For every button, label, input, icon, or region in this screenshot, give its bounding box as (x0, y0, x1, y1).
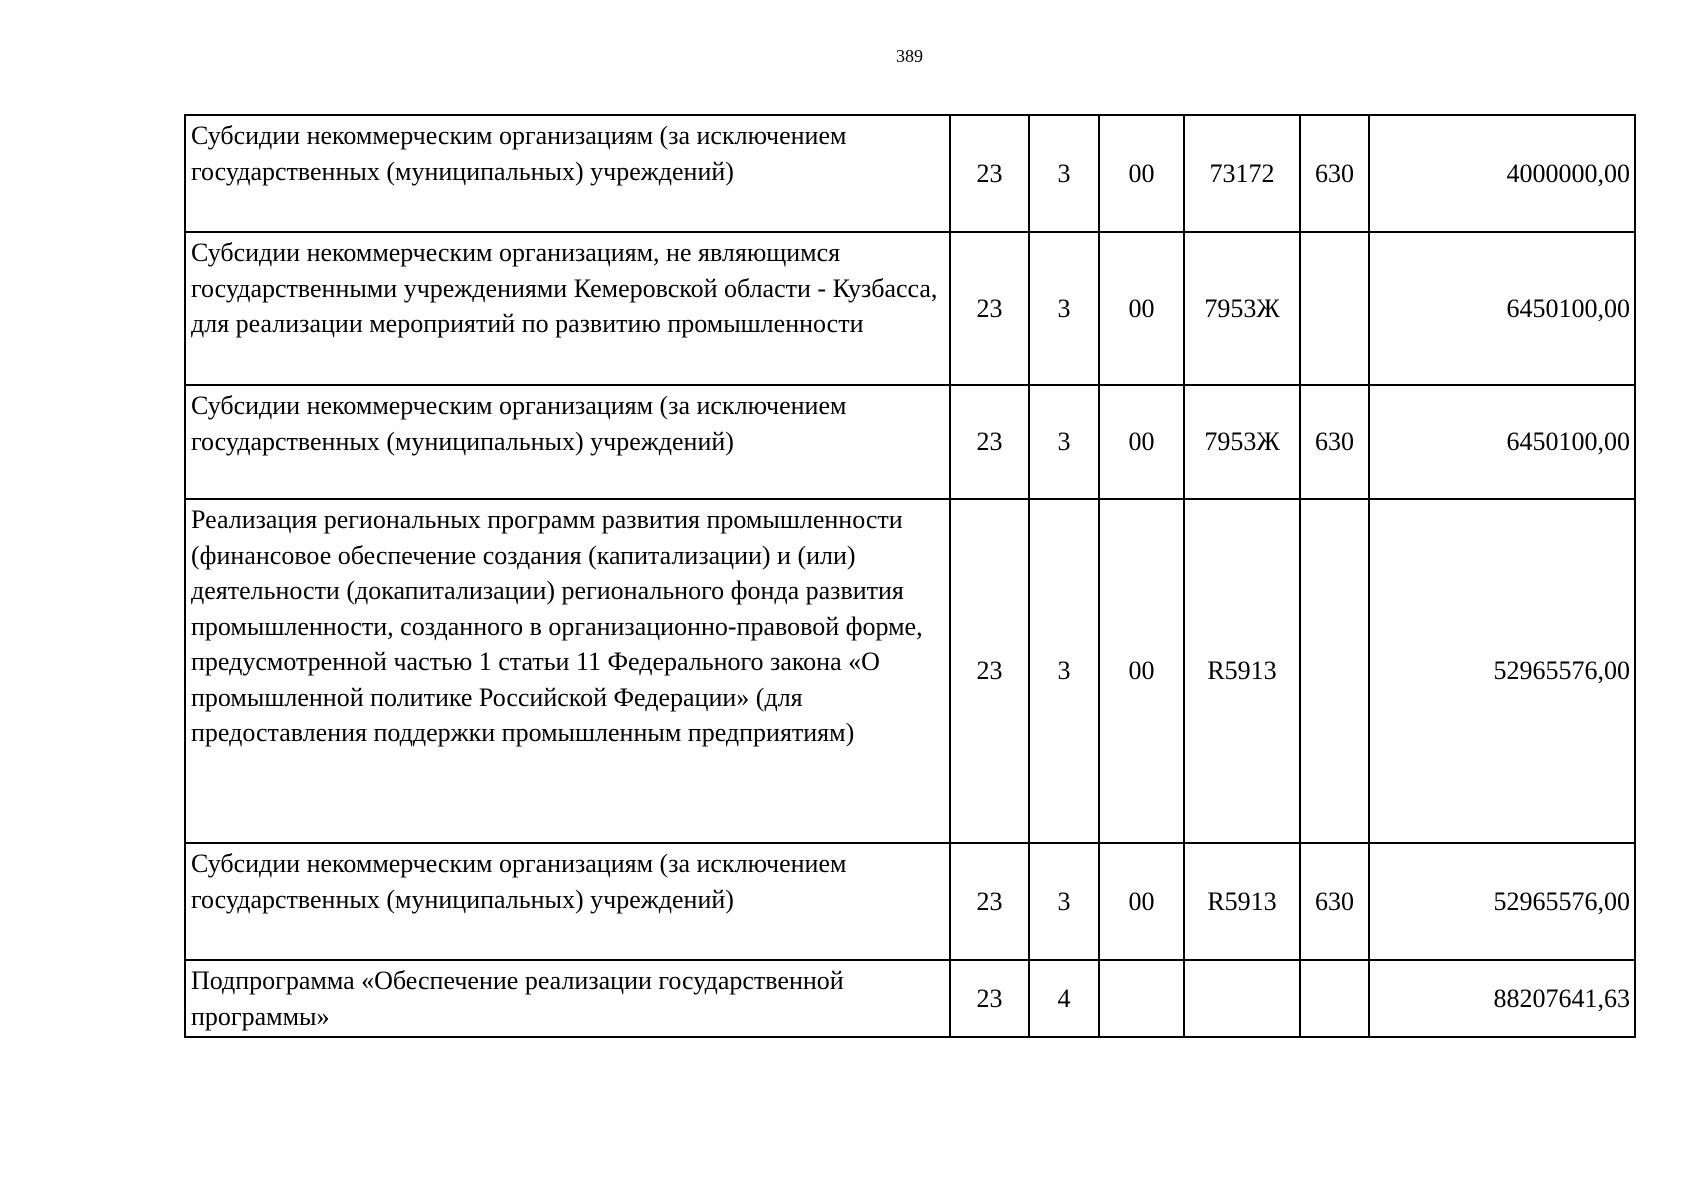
subprogram-code-cell: 3 (1029, 843, 1099, 960)
amount-cell: 6450100,00 (1369, 385, 1635, 499)
table-row (185, 843, 1635, 960)
budget-table (184, 114, 1636, 1038)
expense-type-cell: 630 (1300, 843, 1369, 960)
direction-code-cell: 7953Ж (1184, 385, 1300, 499)
row-name-cell: Субсидии некоммерческим организациям (за исключением государственных (муниципальных) учреждений) (185, 843, 950, 960)
table-row (185, 232, 1635, 385)
amount-cell: 52965576,00 (1369, 499, 1635, 843)
direction-code-cell: R5913 (1184, 843, 1300, 960)
activity-code-cell: 00 (1099, 115, 1184, 232)
direction-code-cell (1184, 960, 1300, 1037)
activity-code-cell: 00 (1099, 385, 1184, 499)
direction-code-cell: 7953Ж (1184, 232, 1300, 385)
program-code-cell: 23 (950, 232, 1029, 385)
row-name-cell: Субсидии некоммерческим организациям (за исключением государственных (муниципальных) учреждений) (185, 385, 950, 499)
table-row (185, 385, 1635, 499)
table-row (185, 115, 1635, 232)
direction-code-cell: R5913 (1184, 499, 1300, 843)
program-code-cell: 23 (950, 385, 1029, 499)
row-name-cell: Подпрограмма «Обеспечение реализации государственной программы» (185, 960, 950, 1037)
row-name-cell: Субсидии некоммерческим организациям, не являющимся государственными учреждениями Кемеровской области - Кузбасса, для реализации мероприятий по развитию промышленности (185, 232, 950, 385)
expense-type-cell (1300, 499, 1369, 843)
expense-type-cell (1300, 960, 1369, 1037)
activity-code-cell: 00 (1099, 843, 1184, 960)
amount-cell: 4000000,00 (1369, 115, 1635, 232)
subprogram-code-cell: 3 (1029, 115, 1099, 232)
row-name-cell: Субсидии некоммерческим организациям (за исключением государственных (муниципальных) учреждений) (185, 115, 950, 232)
program-code-cell: 23 (950, 843, 1029, 960)
table-row (185, 960, 1635, 1037)
subprogram-code-cell: 3 (1029, 385, 1099, 499)
subprogram-code-cell: 3 (1029, 499, 1099, 843)
expense-type-cell: 630 (1300, 115, 1369, 232)
expense-type-cell: 630 (1300, 385, 1369, 499)
amount-cell: 52965576,00 (1369, 843, 1635, 960)
row-name-cell: Реализация региональных программ развития промышленности (финансовое обеспечение создания (капитализации) и (или) деятельности (докапитализации) регионального фонда развития промышленности, созданного в организационно-правовой форме, предусмотренной частью 1 статьи 11 Федерального закона «О промышленной политике Российской Федерации» (для предоставления поддержки промышленным предприятиям) (185, 499, 950, 843)
direction-code-cell: 73172 (1184, 115, 1300, 232)
program-code-cell: 23 (950, 960, 1029, 1037)
page-number: 389 (896, 46, 923, 66)
activity-code-cell: 00 (1099, 499, 1184, 843)
program-code-cell: 23 (950, 499, 1029, 843)
amount-cell: 6450100,00 (1369, 232, 1635, 385)
expense-type-cell (1300, 232, 1369, 385)
activity-code-cell: 00 (1099, 232, 1184, 385)
table-row (185, 499, 1635, 843)
subprogram-code-cell: 4 (1029, 960, 1099, 1037)
amount-cell: 88207641,63 (1369, 960, 1635, 1037)
activity-code-cell (1099, 960, 1184, 1037)
program-code-cell: 23 (950, 115, 1029, 232)
subprogram-code-cell: 3 (1029, 232, 1099, 385)
